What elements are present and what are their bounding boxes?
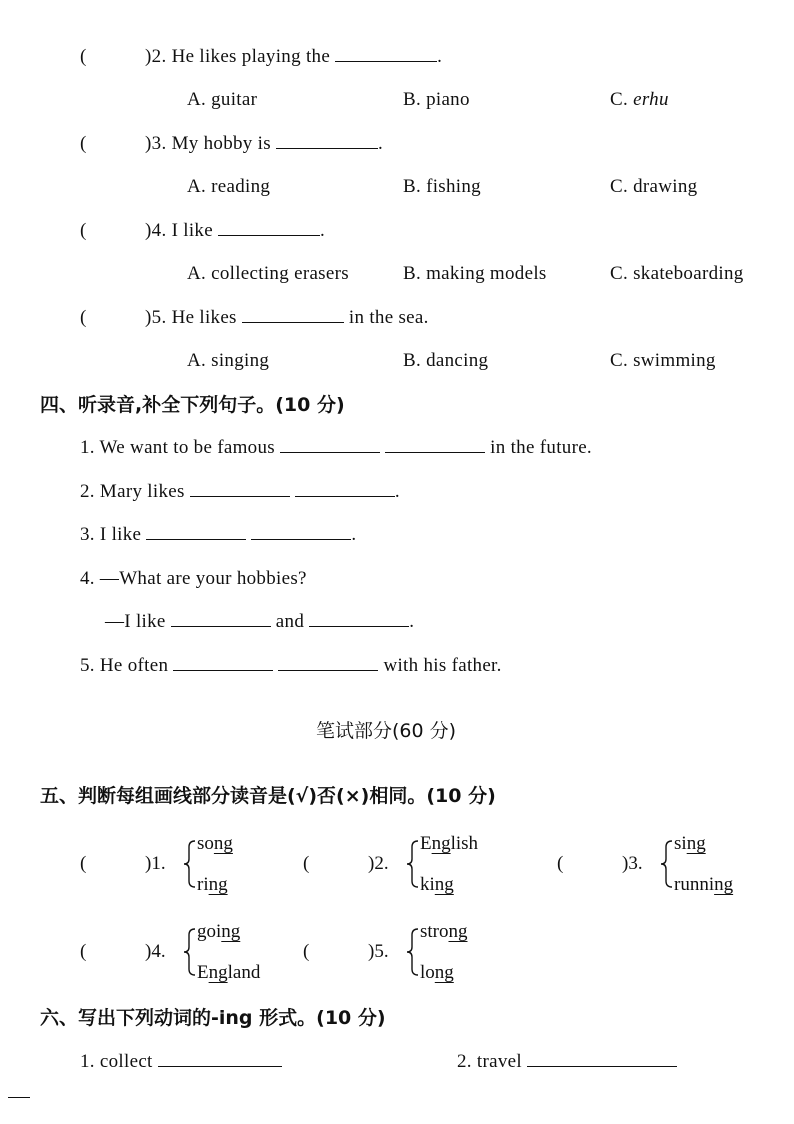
answer-paren-open[interactable]: ( xyxy=(80,853,87,874)
group-number: )3. xyxy=(622,853,643,874)
word-top: English xyxy=(420,833,479,854)
answer-blank[interactable] xyxy=(335,45,437,62)
option-a[interactable]: A. collecting erasers xyxy=(187,263,349,284)
answer-blank[interactable] xyxy=(309,610,409,627)
answer-paren-open[interactable]: ( xyxy=(303,853,310,874)
word-top: strong xyxy=(420,921,468,942)
answer-blank[interactable] xyxy=(295,480,395,497)
answer-blank[interactable] xyxy=(146,523,246,540)
answer-paren-open[interactable]: ( xyxy=(303,941,310,962)
section-6-title: 六、写出下列动词的-ing 形式。(10 分) xyxy=(40,1007,386,1029)
brace-icon xyxy=(659,840,675,888)
question-3-stem: )3. My hobby is . xyxy=(145,133,384,154)
group-number: )4. xyxy=(145,941,166,962)
word-bottom: king xyxy=(420,874,454,895)
option-c[interactable]: C. skateboarding xyxy=(610,263,744,284)
word-top: song xyxy=(197,833,233,854)
option-c[interactable]: C. swimming xyxy=(610,350,716,371)
sentence-5: 5. He often with his father. xyxy=(80,655,502,676)
answer-blank[interactable] xyxy=(173,654,273,671)
answer-paren-open[interactable]: ( xyxy=(80,46,87,67)
group-number: )1. xyxy=(145,853,166,874)
word-bottom: long xyxy=(420,962,454,983)
sentence-4-answer: —I like and . xyxy=(105,611,415,632)
question-2-stem: )2. He likes playing the . xyxy=(145,46,443,67)
word-bottom: ring xyxy=(197,874,228,895)
option-a[interactable]: A. guitar xyxy=(187,89,258,110)
answer-blank[interactable] xyxy=(218,219,320,236)
brace-icon xyxy=(405,840,421,888)
word-bottom: running xyxy=(674,874,734,895)
group-number: )2. xyxy=(368,853,389,874)
group-number: )5. xyxy=(368,941,389,962)
answer-blank[interactable] xyxy=(251,523,351,540)
answer-paren-open[interactable]: ( xyxy=(80,220,87,241)
section-5-title: 五、判断每组画线部分读音是(√)否(×)相同。(10 分) xyxy=(40,785,496,807)
option-c[interactable]: C. drawing xyxy=(610,176,698,197)
answer-paren-open[interactable]: ( xyxy=(80,307,87,328)
word-top: sing xyxy=(674,833,706,854)
option-b[interactable]: B. dancing xyxy=(403,350,489,371)
question-5-stem: )5. He likes in the sea. xyxy=(145,307,429,328)
sentence-2: 2. Mary likes . xyxy=(80,481,400,502)
word-bottom: England xyxy=(197,962,261,983)
answer-blank[interactable] xyxy=(190,480,290,497)
answer-paren-open[interactable]: ( xyxy=(80,941,87,962)
brace-icon xyxy=(405,928,421,976)
question-4-stem: )4. I like . xyxy=(145,220,326,241)
option-a[interactable]: A. reading xyxy=(187,176,271,197)
word-top: going xyxy=(197,921,241,942)
option-b[interactable]: B. piano xyxy=(403,89,470,110)
answer-blank[interactable] xyxy=(171,610,271,627)
brace-icon xyxy=(182,840,198,888)
option-c[interactable]: C. erhu xyxy=(610,89,669,110)
answer-blank[interactable] xyxy=(242,306,344,323)
answer-blank[interactable] xyxy=(278,654,378,671)
sentence-3: 3. I like . xyxy=(80,524,357,545)
written-part-title: 笔试部分(60 分) xyxy=(316,720,457,742)
answer-blank[interactable] xyxy=(158,1050,282,1067)
verb-item-1: 1. collect xyxy=(80,1050,282,1074)
answer-blank[interactable] xyxy=(527,1050,677,1067)
brace-icon xyxy=(182,928,198,976)
answer-paren-open[interactable]: ( xyxy=(557,853,564,874)
option-b[interactable]: B. fishing xyxy=(403,176,481,197)
answer-blank[interactable] xyxy=(280,436,380,453)
verb-item-2: 2. travel xyxy=(457,1050,677,1074)
sentence-4-question: 4. —What are your hobbies? xyxy=(80,568,307,589)
answer-blank[interactable] xyxy=(276,132,378,149)
answer-paren-open[interactable]: ( xyxy=(80,133,87,154)
page-edge-mark xyxy=(8,1097,30,1098)
section-4-title: 四、听录音,补全下列句子。(10 分) xyxy=(40,394,345,416)
option-b[interactable]: B. making models xyxy=(403,263,547,284)
sentence-1: 1. We want to be famous in the future. xyxy=(80,437,592,458)
option-a[interactable]: A. singing xyxy=(187,350,270,371)
answer-blank[interactable] xyxy=(385,436,485,453)
